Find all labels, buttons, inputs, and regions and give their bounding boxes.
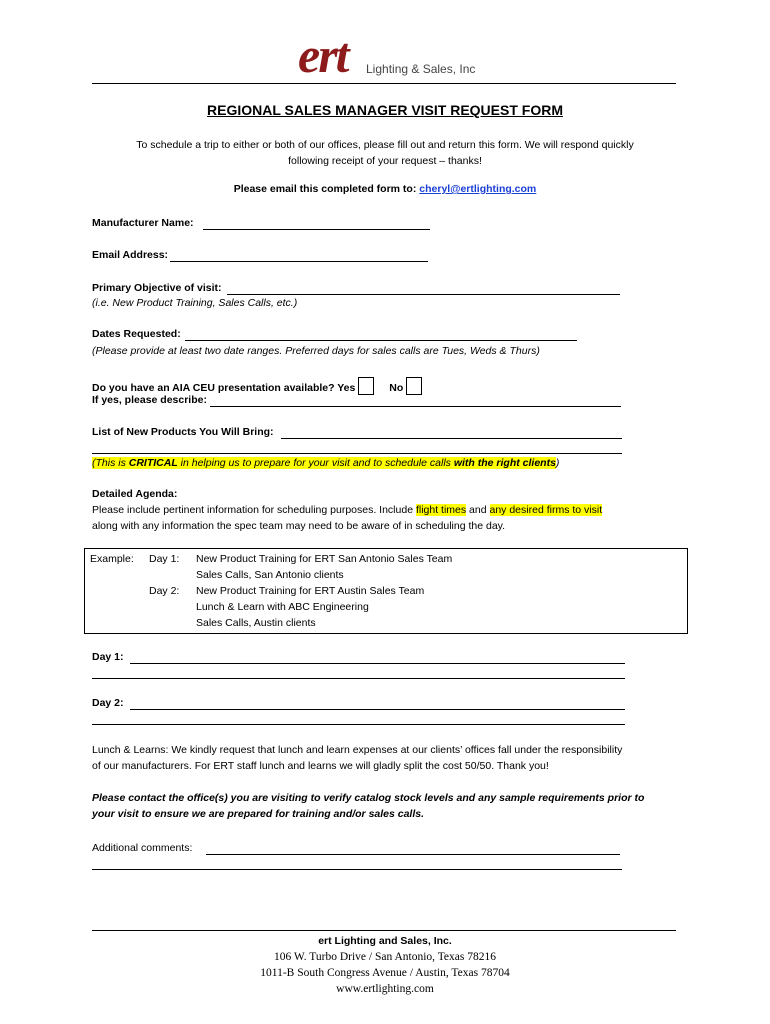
example-day2-item-3: Sales Calls, Austin clients [196,617,316,629]
day2-field-line-2[interactable] [92,724,625,725]
objective-label: Primary Objective of visit: [92,282,222,294]
email-label: Email Address: [92,249,169,261]
aia-describe-label: If yes, please describe: [92,394,207,406]
day1-field-line-2[interactable] [92,678,625,679]
objective-field[interactable] [227,294,620,295]
comments-field[interactable] [206,854,620,855]
example-day1-item-1: New Product Training for ERT San Antonio Sales Team [196,553,453,565]
critical-part-1: (This is [92,457,129,469]
dates-field[interactable] [185,340,577,341]
manufacturer-field[interactable] [203,229,430,230]
example-label: Example: [90,553,134,565]
comments-field-line-2[interactable] [92,869,622,870]
critical-part-5: ) [555,457,560,469]
logo-brand: ert [298,27,348,83]
dates-hint: (Please provide at least two date ranges. Preferred days for sales calls are Tues, Weds & Thurs) [92,345,540,357]
lunch-line-1: Lunch & Learns: We kindly request that lunch and learn expenses at our clients’ offices fall under the responsibility [92,744,623,756]
intro-line-2: following receipt of your request – thanks! [288,155,482,167]
contact-line-1: Please contact the office(s) you are visiting to verify catalog stock levels and any sample requirements prior to [92,792,645,804]
email-instruction [0,183,770,195]
agenda-line-1 [92,504,602,516]
yes-checkbox[interactable] [358,377,374,395]
products-field[interactable] [281,438,622,439]
objective-hint: (i.e. New Product Training, Sales Calls, etc.) [92,297,298,309]
desired-firms-highlight: any desired firms to visit [489,504,603,516]
email-link[interactable]: cheryl@ertlighting.com [419,183,537,195]
intro-line-1: To schedule a trip to either or both of our offices, please fill out and return this form. We will respond quickly [136,139,634,151]
agenda-text-b: and [466,504,490,516]
footer-rule [92,930,676,931]
contact-line-2: your visit to ensure we are prepared for training and/or sales calls. [92,808,425,820]
comments-label: Additional comments: [92,842,193,854]
aia-question-text: Do you have an AIA CEU presentation available? Yes [92,382,356,394]
example-day2-item-2: Lunch & Learn with ABC Engineering [196,601,369,613]
aia-describe-field[interactable] [210,406,621,407]
day2-label: Day 2: [92,697,124,709]
footer-address-2: 1011-B South Congress Avenue / Austin, Texas 78704 [260,967,510,979]
header-rule [92,83,676,84]
no-label: No [389,382,404,394]
agenda-heading: Detailed Agenda: [92,488,178,500]
example-day2-label: Day 2: [149,585,180,597]
critical-part-3: in helping us to prepare for your visit and to schedule calls [177,457,454,469]
products-field-line-2[interactable] [92,453,622,454]
critical-part-4: with the right clients [453,457,556,469]
manufacturer-label: Manufacturer Name: [92,217,194,229]
flight-times-highlight: flight times [415,504,467,516]
example-day2-item-1: New Product Training for ERT Austin Sales Team [196,585,425,597]
email-prompt: Please email this completed form to: [233,183,420,195]
products-label: List of New Products You Will Bring: [92,426,274,438]
day2-field[interactable] [130,709,625,710]
footer-website[interactable]: www.ertlighting.com [336,983,434,995]
agenda-text-a: Please include pertinent information for scheduling purposes. Include [92,504,416,516]
aia-question [92,377,422,395]
agenda-line-2: along with any information the spec team may need to be aware of in scheduling the day. [92,520,506,532]
critical-note [92,457,559,469]
day1-field[interactable] [130,663,625,664]
example-day1-item-2: Sales Calls, San Antonio clients [196,569,344,581]
example-day1-label: Day 1: [149,553,180,565]
lunch-line-2: of our manufacturers. For ERT staff lunch and learns we will gladly split the cost 50/50. Thank you! [92,760,549,772]
no-checkbox[interactable] [406,377,422,395]
critical-note-highlight [92,457,556,469]
critical-part-2: CRITICAL [128,457,178,469]
footer-company: ert Lighting and Sales, Inc. [318,935,452,947]
dates-label: Dates Requested: [92,328,181,340]
company-logo [298,27,498,83]
day1-label: Day 1: [92,651,124,663]
logo-tagline: Lighting & Sales, Inc [366,62,476,76]
email-field[interactable] [170,261,428,262]
form-title: REGIONAL SALES MANAGER VISIT REQUEST FORM [207,102,563,118]
footer-address-1: 106 W. Turbo Drive / San Antonio, Texas 78216 [274,951,496,963]
